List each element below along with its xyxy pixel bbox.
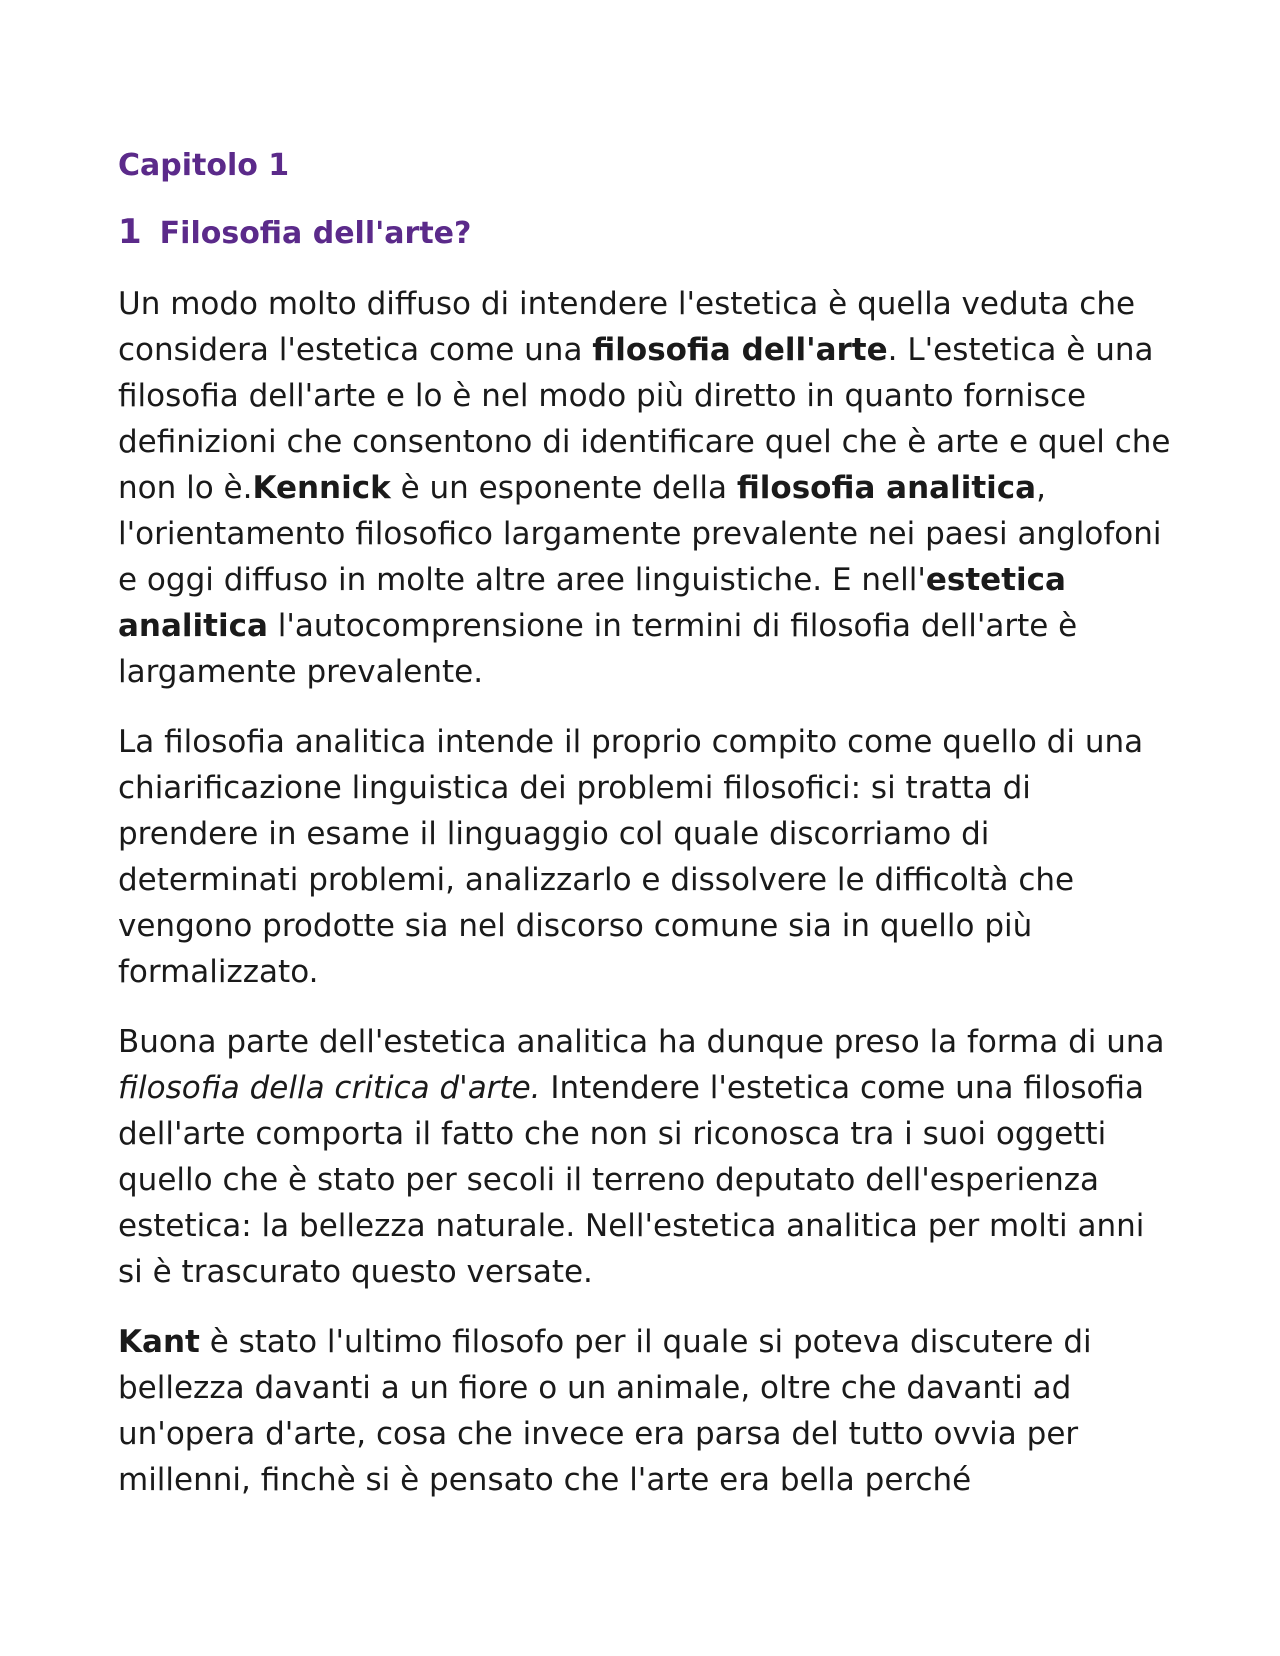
- bold-term: Kant: [118, 1323, 200, 1360]
- text-run: Buona parte dell'estetica analitica ha dunque preso la forma di una: [118, 1023, 1165, 1060]
- chapter-label: Capitolo 1: [118, 148, 290, 183]
- paragraph: [118, 719, 1178, 995]
- paragraph: [118, 1319, 1178, 1503]
- bold-term: Kennick: [252, 469, 391, 506]
- italic-term: filosofia della critica d'arte.: [118, 1069, 541, 1106]
- bold-term: filosofia dell'arte: [592, 331, 888, 368]
- text-run: . L'estetica è una filosofia dell'arte e lo è nel modo più diretto in quanto fornisce definizioni che consentono di identificare quel che è arte e quel che non lo è.: [118, 331, 1171, 506]
- paragraph: [118, 281, 1178, 695]
- bold-term: estetica analitica: [118, 561, 1066, 644]
- bold-term: filosofia analitica: [736, 469, 1037, 506]
- text-run: è stato l'ultimo filosofo per il quale si poteva discutere di bellezza davanti a un fiore o un animale, oltre che davanti ad un'opera d'arte, cosa che invece era parsa del tutto ovvia per millenni, finchè si è pensato che l'arte era bella perché: [118, 1323, 1092, 1498]
- text-run: Un modo molto diffuso di intendere l'estetica è quella veduta che considera l'estetica come una: [118, 285, 1136, 368]
- text-run: Intendere l'estetica come una filosofia dell'arte comporta il fatto che non si riconosca tra i suoi oggetti quello che è stato per secoli il terreno deputato dell'esperienza estetica: la bellezza naturale. Nell'estetica analitica per molti anni si è trascurato questo versate.: [118, 1069, 1145, 1290]
- text-run: La filosofia analitica intende il proprio compito come quello di una chiarificazione linguistica dei problemi filosofici: si tratta di prendere in esame il linguaggio col quale discorriamo di determinati problemi, analizzarlo e dissolvere le difficoltà che vengono prodotte sia nel discorso comune sia in quello più formalizzato.: [118, 723, 1144, 990]
- section-number: 1: [118, 212, 142, 252]
- text-run: l'autocomprensione in termini di filosofia dell'arte è largamente prevalente.: [118, 607, 1078, 690]
- section-heading: [118, 212, 1178, 253]
- body-text: [118, 281, 1178, 1503]
- text-run: , l'orientamento filosofico largamente prevalente nei paesi anglofoni e oggi diffuso in molte altre aree linguistiche. E nell': [118, 469, 1162, 598]
- paragraph: [118, 1019, 1178, 1295]
- document-page: [118, 148, 1178, 1527]
- text-run: è un esponente della: [390, 469, 737, 506]
- section-title: Filosofia dell'arte?: [159, 216, 472, 251]
